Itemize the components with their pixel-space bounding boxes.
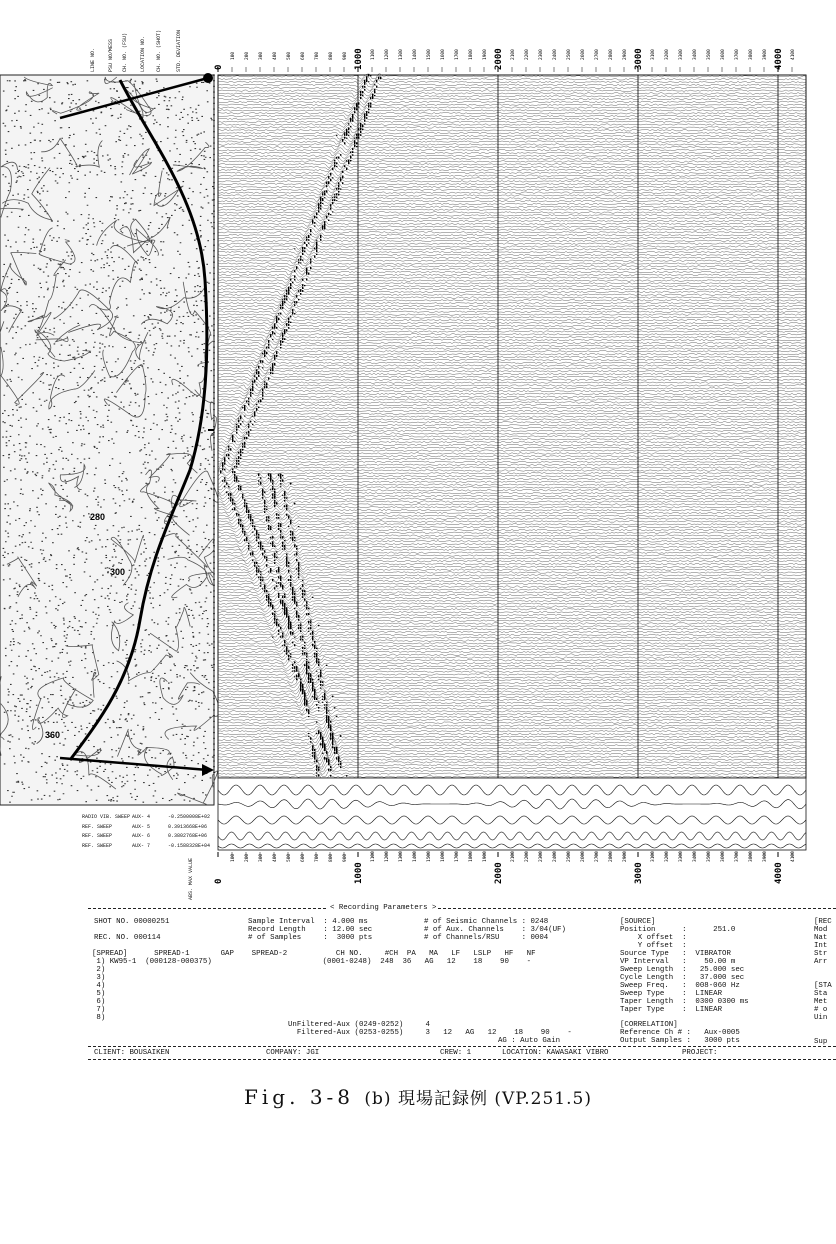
trace-header-mark: [213, 460, 215, 462]
time-tick-minor-label: 3500: [707, 49, 712, 60]
trace-header-mark: [213, 607, 215, 609]
spread-row-4: 4): [92, 982, 106, 990]
time-tick-minor-label: 2900: [623, 49, 628, 60]
trace-header-mark: [213, 494, 215, 496]
trace-header-mark: [213, 414, 215, 416]
trace-header-mark: [213, 284, 215, 286]
trace-header-mark: [213, 239, 215, 241]
trace-header-mark: [213, 448, 215, 450]
time-tick-minor-label: 800: [329, 51, 334, 60]
time-tick-minor-label: 2500: [567, 851, 572, 862]
trace-header-mark: [213, 545, 215, 547]
trace-header-mark: [213, 715, 215, 717]
location: LOCATION: KAWASAKI VIBRO: [502, 1049, 609, 1057]
time-tick-minor-label: 1700: [455, 851, 460, 862]
parameters-title: < Recording Parameters >: [330, 904, 437, 912]
trace-header-mark: [213, 261, 215, 263]
recorder-param-line: Sta: [814, 990, 828, 998]
trace-header-mark: [213, 533, 215, 535]
trace-header-mark: [213, 295, 215, 297]
time-tick-minor-label: 2300: [539, 851, 544, 862]
source-param-line: Sweep Freq. : 008-060 Hz: [620, 982, 740, 990]
trace-header-mark: [213, 312, 215, 314]
trace-header-mark: [213, 522, 215, 524]
correlation-param-line: [CORRELATION]: [620, 1021, 678, 1029]
trace-header-mark: [213, 182, 215, 184]
trace-header-mark: [213, 227, 215, 229]
time-tick-minor-label: 2600: [581, 49, 586, 60]
trace-header-label: LOCATION NO.: [140, 35, 146, 72]
recorder-param-line: # o: [814, 1006, 828, 1014]
source-param-line: VP Interval : 50.00 m: [620, 958, 736, 966]
time-tick-minor-label: 1200: [385, 851, 390, 862]
time-tick-major-label: 2000: [494, 48, 504, 70]
source-param-line: X offset :: [620, 934, 687, 942]
trace-header-mark: [213, 409, 215, 411]
trace-header-mark: [213, 573, 215, 575]
trace-header-mark: [213, 619, 215, 621]
source-param-line: [SOURCE]: [620, 918, 656, 926]
time-tick-minor-label: 3600: [721, 49, 726, 60]
time-tick-major-label: 4000: [774, 48, 784, 70]
time-tick-minor-label: 2200: [525, 851, 530, 862]
abs-max-label: ABS. MAX VALUE: [188, 857, 194, 900]
time-tick-minor-label: 1900: [483, 49, 488, 60]
trace-header-mark: [213, 766, 215, 768]
trace-header-mark: [213, 636, 215, 638]
source-param-line: Sweep Type : LINEAR: [620, 990, 723, 998]
time-tick-minor-label: 1700: [455, 49, 460, 60]
time-tick-minor-label: 600: [301, 853, 306, 862]
trace-header-mark: [213, 738, 215, 740]
recording-parameters-box: [88, 904, 836, 1058]
trace-header-mark: [213, 159, 215, 161]
recorder-param-line: [STA: [814, 982, 832, 990]
crew: CREW: 1: [440, 1049, 472, 1057]
location-map: [0, 73, 220, 805]
record-number: REC. NO. 000114: [94, 934, 161, 942]
trace-header-mark: [213, 171, 215, 173]
time-tick-minor-label: 1200: [385, 49, 390, 60]
recorder-param-line: Mod: [814, 926, 828, 934]
aux-trace-value: 0.3802768E+06: [168, 833, 208, 839]
time-tick-minor-label: 2100: [511, 49, 516, 60]
time-tick-minor-label: 2800: [609, 851, 614, 862]
time-tick-major-label: 3000: [634, 862, 644, 884]
trace-header-mark: [213, 658, 215, 660]
time-tick-minor-label: 1600: [441, 851, 446, 862]
trace-header-mark: [213, 556, 215, 558]
trace-header-label: PSU NO/MESS: [108, 38, 114, 72]
top-leader-dot: [203, 73, 213, 83]
trace-header-label: CH. NO. (SHOT): [156, 29, 162, 72]
recorder-param-line: Int: [814, 942, 828, 950]
trace-header-mark: [213, 567, 215, 569]
trace-header-mark: [213, 324, 215, 326]
time-tick-minor-label: 4100: [791, 49, 796, 60]
source-param-line: Position : 251.0: [620, 926, 736, 934]
time-tick-minor-label: 900: [343, 853, 348, 862]
trace-header-mark: [213, 142, 215, 144]
trace-header-mark: [213, 443, 215, 445]
trace-header-mark: [213, 420, 215, 422]
trace-header-mark: [213, 488, 215, 490]
time-tick-minor-label: 4100: [791, 851, 796, 862]
seismic-channels: # of Seismic Channels : 0248: [424, 918, 549, 926]
trace-header-mark: [213, 307, 215, 309]
trace-header-mark: [213, 250, 215, 252]
map-contour-label: 360: [45, 730, 61, 740]
trace-header-mark: [213, 687, 215, 689]
aux-trace-aux: AUX- 7: [132, 843, 151, 849]
time-tick-major-label: 3000: [634, 48, 644, 70]
trace-header-mark: [213, 584, 215, 586]
trace-header-mark: [213, 681, 215, 683]
trace-header-mark: [213, 749, 215, 751]
source-param-line: Sweep Length : 25.000 sec: [620, 966, 745, 974]
trace-header-mark: [213, 216, 215, 218]
trace-header-mark: [213, 613, 215, 615]
company: COMPANY: JGI: [266, 1049, 320, 1057]
trace-header-label: LINE NO.: [90, 47, 96, 72]
time-tick-minor-label: 1400: [413, 851, 418, 862]
time-tick-minor-label: 500: [287, 51, 292, 60]
time-tick-minor-label: 2300: [539, 49, 544, 60]
trace-header-mark: [213, 358, 215, 360]
aux-trace-aux: AUX- 5: [132, 824, 151, 830]
time-tick-minor-label: 3500: [707, 851, 712, 862]
caption-figure-number: Fig. 3-8: [244, 1085, 355, 1109]
map-contour-label: 300: [110, 567, 126, 577]
recorder-param-line: Str: [814, 950, 828, 958]
spread-row-1: 1) KW95-1 (000128-000375) (0001-0248) 248 36 AG 12 18 90 -: [92, 958, 532, 966]
time-tick-minor-label: 3200: [665, 49, 670, 60]
trace-header-mark: [213, 380, 215, 382]
time-tick-minor-label: 3900: [763, 49, 768, 60]
trace-header-mark: [213, 743, 215, 745]
spread-row-8: 8): [92, 1014, 106, 1022]
time-tick-minor-label: 3800: [749, 49, 754, 60]
trace-header-mark: [213, 641, 215, 643]
trace-header-mark: [213, 318, 215, 320]
trace-header-mark: [213, 437, 215, 439]
time-tick-minor-label: 1500: [427, 49, 432, 60]
time-tick-minor-label: 2700: [595, 49, 600, 60]
source-param-line: Taper Type : LINEAR: [620, 1006, 723, 1014]
trace-header-mark: [213, 704, 215, 706]
trace-header-mark: [213, 352, 215, 354]
trace-header-mark: [213, 647, 215, 649]
trace-header-mark: [213, 499, 215, 501]
trace-header-mark: [213, 675, 215, 677]
sample-interval: Sample Interval : 4.000 ms: [248, 918, 368, 926]
trace-header-mark: [213, 199, 215, 201]
source-param-line: Taper Length : 0300 0300 ms: [620, 998, 749, 1006]
trace-header-mark: [213, 290, 215, 292]
trace-header-mark: [213, 602, 215, 604]
time-tick-minor-label: 2200: [525, 49, 530, 60]
trace-header-mark: [213, 562, 215, 564]
spread-row-3: 3): [92, 974, 106, 982]
trace-header-mark: [213, 335, 215, 337]
time-tick-minor-label: 3100: [651, 851, 656, 862]
trace-header-mark: [213, 329, 215, 331]
trace-header-mark: [213, 670, 215, 672]
time-tick-minor-label: 1100: [371, 49, 376, 60]
time-tick-minor-label: 3900: [763, 851, 768, 862]
trace-header-mark: [213, 426, 215, 428]
time-tick-minor-label: 1400: [413, 49, 418, 60]
time-tick-minor-label: 2700: [595, 851, 600, 862]
time-tick-minor-label: 2500: [567, 49, 572, 60]
trace-header-mark: [213, 278, 215, 280]
time-tick-minor-label: 3700: [735, 851, 740, 862]
time-tick-minor-label: 100: [231, 51, 236, 60]
time-tick-minor-label: 1800: [469, 851, 474, 862]
trace-header-mark: [213, 709, 215, 711]
trace-header-mark: [213, 403, 215, 405]
trace-header-mark: [213, 137, 215, 139]
time-tick-minor-label: 300: [259, 853, 264, 862]
aux-channels: # of Aux. Channels : 3/04(UF): [424, 926, 566, 934]
time-tick-minor-label: 1600: [441, 49, 446, 60]
trace-header-mark: [213, 528, 215, 530]
trace-header-mark: [213, 148, 215, 150]
trace-header-mark: [213, 477, 215, 479]
aux-trace-label: REF. SWEEP: [82, 833, 113, 839]
time-tick-minor-label: 3800: [749, 851, 754, 862]
time-tick-minor-label: 2600: [581, 851, 586, 862]
client: CLIENT: BOUSAIKEN: [94, 1049, 170, 1057]
time-tick-minor-label: 3300: [679, 49, 684, 60]
time-tick-minor-label: 3100: [651, 49, 656, 60]
spread-row-6: 6): [92, 998, 106, 1006]
recorder-param-line: Uin: [814, 1014, 828, 1022]
trace-header-mark: [213, 721, 215, 723]
trace-header-mark: [213, 516, 215, 518]
record-length: Record Length : 12.00 sec: [248, 926, 373, 934]
trace-header-mark: [213, 692, 215, 694]
trace-header-mark: [213, 120, 215, 122]
trace-header-mark: [213, 80, 215, 82]
trace-header-mark: [213, 392, 215, 394]
trace-header-mark: [213, 630, 215, 632]
aux-trace-value: -0.1588328E+04: [168, 843, 211, 849]
time-tick-minor-label: 2800: [609, 49, 614, 60]
number-of-samples: # of Samples : 3000 pts: [248, 934, 373, 942]
time-tick-minor-label: 3600: [721, 851, 726, 862]
project: PROJECT:: [682, 1049, 718, 1057]
trace-header-mark: [213, 346, 215, 348]
unfiltered-aux: UnFiltered-Aux (0249-0252) 4: [288, 1021, 430, 1029]
time-tick-minor-label: 3400: [693, 851, 698, 862]
recorder-param-line: Nat: [814, 934, 828, 942]
trace-header-mark: [213, 369, 215, 371]
trace-header-mark: [213, 108, 215, 110]
trace-header-mark: [213, 579, 215, 581]
trace-header-label: CH. NO. (FSU): [122, 32, 128, 72]
spread-row-5: 5): [92, 990, 106, 998]
time-tick-minor-label: 1300: [399, 49, 404, 60]
trace-header-mark: [213, 267, 215, 269]
recorder-param-line: Met: [814, 998, 828, 1006]
recorder-param-line: [REC: [814, 918, 832, 926]
trace-header-mark: [213, 273, 215, 275]
channels-per-rsu: # of Channels/RSU : 0004: [424, 934, 549, 942]
time-tick-minor-label: 1800: [469, 49, 474, 60]
trace-header-mark: [213, 165, 215, 167]
trace-header-mark: [213, 210, 215, 212]
spread-row-7: 7): [92, 1006, 106, 1014]
trace-header-mark: [213, 465, 215, 467]
time-tick-minor-label: 3400: [693, 49, 698, 60]
time-tick-major-label: 0: [214, 878, 224, 884]
trace-header-mark: [213, 193, 215, 195]
trace-header-mark: [213, 550, 215, 552]
figure-caption: [0, 1084, 836, 1109]
trace-header-mark: [213, 125, 215, 127]
aux-trace-label: RADIO VIB. SWEEP: [82, 814, 131, 820]
recorder-param-line: Arr: [814, 958, 828, 966]
trace-header-mark: [213, 244, 215, 246]
trace-header-mark: [213, 114, 215, 116]
time-tick-minor-label: 500: [287, 853, 292, 862]
time-tick-minor-label: 3200: [665, 851, 670, 862]
time-tick-minor-label: 1300: [399, 851, 404, 862]
trace-header-mark: [213, 256, 215, 258]
source-param-line: Y offset :: [620, 942, 687, 950]
trace-header-mark: [213, 341, 215, 343]
spread-header: [SPREAD] SPREAD-1 GAP SPREAD-2 CH NO. #CH PA MA LF LSLP HF NF: [92, 950, 536, 958]
aux-trace-label: REF. SWEEP: [82, 843, 113, 849]
trace-header-mark: [213, 97, 215, 99]
aux-trace-panel: [218, 778, 806, 850]
time-tick-major-label: 1000: [354, 48, 364, 70]
spread-row-2: 2): [92, 966, 106, 974]
time-tick-minor-label: 400: [273, 853, 278, 862]
trace-header-mark: [213, 505, 215, 507]
time-tick-minor-label: 100: [231, 853, 236, 862]
trace-header-mark: [213, 596, 215, 598]
time-tick-minor-label: 700: [315, 853, 320, 862]
time-tick-minor-label: 700: [315, 51, 320, 60]
trace-header-mark: [213, 590, 215, 592]
trace-header-mark: [213, 176, 215, 178]
caption-description: (b) 現場記録例 (VP.251.5): [364, 1089, 592, 1109]
time-tick-minor-label: 2400: [553, 851, 558, 862]
trace-header-mark: [213, 698, 215, 700]
trace-header-mark: [213, 205, 215, 207]
trace-header-mark: [213, 772, 215, 774]
source-param-line: Source Type : VIBRATOR: [620, 950, 731, 958]
trace-header-mark: [213, 482, 215, 484]
trace-header-mark: [213, 653, 215, 655]
shot-number: SHOT NO. 00000251: [94, 918, 170, 926]
trace-header-mark: [213, 222, 215, 224]
trace-header-mark: [213, 91, 215, 93]
trace-header-mark: [213, 363, 215, 365]
source-param-line: Cycle Length : 37.000 sec: [620, 974, 745, 982]
trace-header-mark: [213, 188, 215, 190]
aux-trace-aux: AUX- 6: [132, 833, 151, 839]
trace-header-mark: [213, 131, 215, 133]
correlation-param-line: Output Samples : 3000 pts: [620, 1037, 740, 1045]
trace-header-mark: [213, 301, 215, 303]
time-tick-minor-label: 600: [301, 51, 306, 60]
map-contour-label: 280: [90, 512, 106, 522]
time-tick-minor-label: 300: [259, 51, 264, 60]
aux-trace-label: REF. SWEEP: [82, 824, 113, 830]
trace-header-mark: [213, 624, 215, 626]
aux-trace-value: 0.3913668E+06: [168, 824, 208, 830]
auto-gain-note: AG : Auto Gain: [498, 1037, 561, 1045]
time-tick-minor-label: 800: [329, 853, 334, 862]
time-tick-minor-label: 900: [343, 51, 348, 60]
trace-header-mark: [213, 74, 215, 76]
time-tick-minor-label: 2400: [553, 49, 558, 60]
time-tick-minor-label: 3300: [679, 851, 684, 862]
trace-header-label: STD. DEVIATION: [176, 29, 182, 72]
trace-header-mark: [213, 664, 215, 666]
time-tick-minor-label: 1500: [427, 851, 432, 862]
trace-header-mark: [213, 454, 215, 456]
time-tick-major-label: 2000: [494, 862, 504, 884]
time-tick-minor-label: 1100: [371, 851, 376, 862]
trace-header-mark: [213, 760, 215, 762]
seismic-trace-panel: [213, 74, 806, 850]
aux-trace-value: -0.2500008E+02: [168, 814, 211, 820]
recorder-param-line: Sup: [814, 1038, 828, 1046]
trace-header-mark: [213, 511, 215, 513]
trace-header-mark: [213, 103, 215, 105]
trace-header-mark: [213, 375, 215, 377]
trace-header-mark: [213, 154, 215, 156]
correlation-param-line: Reference Ch # : Aux-0005: [620, 1029, 740, 1037]
trace-header-mark: [213, 755, 215, 757]
time-tick-major-label: 4000: [774, 862, 784, 884]
trace-header-mark: [213, 539, 215, 541]
time-tick-major-label: 1000: [354, 862, 364, 884]
trace-header-mark: [213, 431, 215, 433]
filtered-aux: Filtered-Aux (0253-0255) 3 12 AG 12 18 90 -: [288, 1029, 572, 1037]
time-tick-minor-label: 3700: [735, 49, 740, 60]
trace-header-mark: [213, 86, 215, 88]
trace-header-mark: [213, 397, 215, 399]
time-tick-minor-label: 2100: [511, 851, 516, 862]
aux-trace-aux: AUX- 4: [132, 814, 151, 820]
time-tick-minor-label: 200: [245, 853, 250, 862]
map-frame: [0, 75, 214, 805]
trace-header-mark: [213, 732, 215, 734]
trace-header-mark: [213, 471, 215, 473]
time-tick-minor-label: 2900: [623, 851, 628, 862]
time-tick-minor-label: 400: [273, 51, 278, 60]
time-tick-minor-label: 1900: [483, 851, 488, 862]
trace-header-mark: [213, 386, 215, 388]
trace-header-mark: [213, 233, 215, 235]
time-tick-minor-label: 200: [245, 51, 250, 60]
trace-header-mark: [213, 726, 215, 728]
time-tick-major-label: 0: [214, 64, 224, 70]
